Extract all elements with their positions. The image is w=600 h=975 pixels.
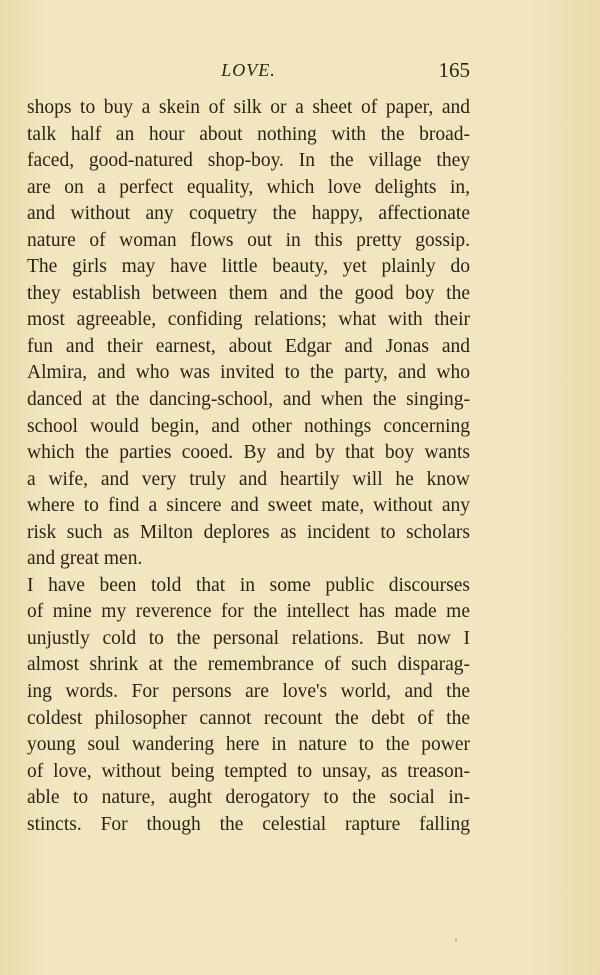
text-line: coldest philosopher cannot recount the debt of the xyxy=(27,707,470,729)
text-line: talk half an hour about nothing with the broad- xyxy=(27,123,470,145)
text-line: most agreeable, confiding relations; what with their xyxy=(27,309,470,331)
page-body-text xyxy=(27,95,470,838)
text-line: ing words. For persons are love's world, and the xyxy=(27,681,470,703)
text-line: where to find a sincere and sweet mate, without any xyxy=(27,495,470,517)
text-line: The girls may have little beauty, yet plainly do xyxy=(27,256,470,278)
text-line: school would begin, and other nothings concerning xyxy=(27,415,470,437)
page-number: 165 xyxy=(438,58,470,82)
text-line: are on a perfect equality, which love delights in, xyxy=(27,176,470,198)
text-line: and without any coquetry the happy, affectionate xyxy=(27,203,470,225)
text-line: nature of woman flows out in this pretty gossip. xyxy=(27,229,470,251)
text-line: almost shrink at the remembrance of such disparag- xyxy=(27,654,470,676)
text-line: Almira, and who was invited to the party, and who xyxy=(27,362,470,384)
text-line: able to nature, aught derogatory to the social in- xyxy=(27,787,470,809)
text-line: and great men. xyxy=(27,548,143,570)
text-line: a wife, and very truly and heartily will he know xyxy=(27,468,470,490)
text-line: fun and their earnest, about Edgar and Jonas and xyxy=(27,335,470,357)
page-header xyxy=(27,58,470,84)
text-line: risk such as Milton deplores as incident to scholars xyxy=(27,521,470,543)
text-line: which the parties cooed. By and by that boy wants xyxy=(27,442,470,464)
text-line: they establish between them and the good boy the xyxy=(27,282,470,304)
text-line: unjustly cold to the personal relations. But now I xyxy=(27,627,470,649)
text-line: stincts. For though the celestial rapture falling xyxy=(27,813,470,835)
text-line: of love, without being tempted to unsay, as treason- xyxy=(27,760,470,782)
running-title: LOVE. xyxy=(221,60,276,80)
text-line: I have been told that in some public discourses xyxy=(27,574,470,596)
text-line: shops to buy a skein of silk or a sheet of paper, and xyxy=(27,97,470,118)
paper-speck xyxy=(455,938,457,941)
text-line: danced at the dancing-school, and when the singing- xyxy=(27,389,470,411)
text-line: faced, good-natured shop-boy. In the village they xyxy=(27,150,470,172)
text-line: of mine my reverence for the intellect has made me xyxy=(27,601,470,623)
text-line: young soul wandering here in nature to the power xyxy=(27,734,470,756)
